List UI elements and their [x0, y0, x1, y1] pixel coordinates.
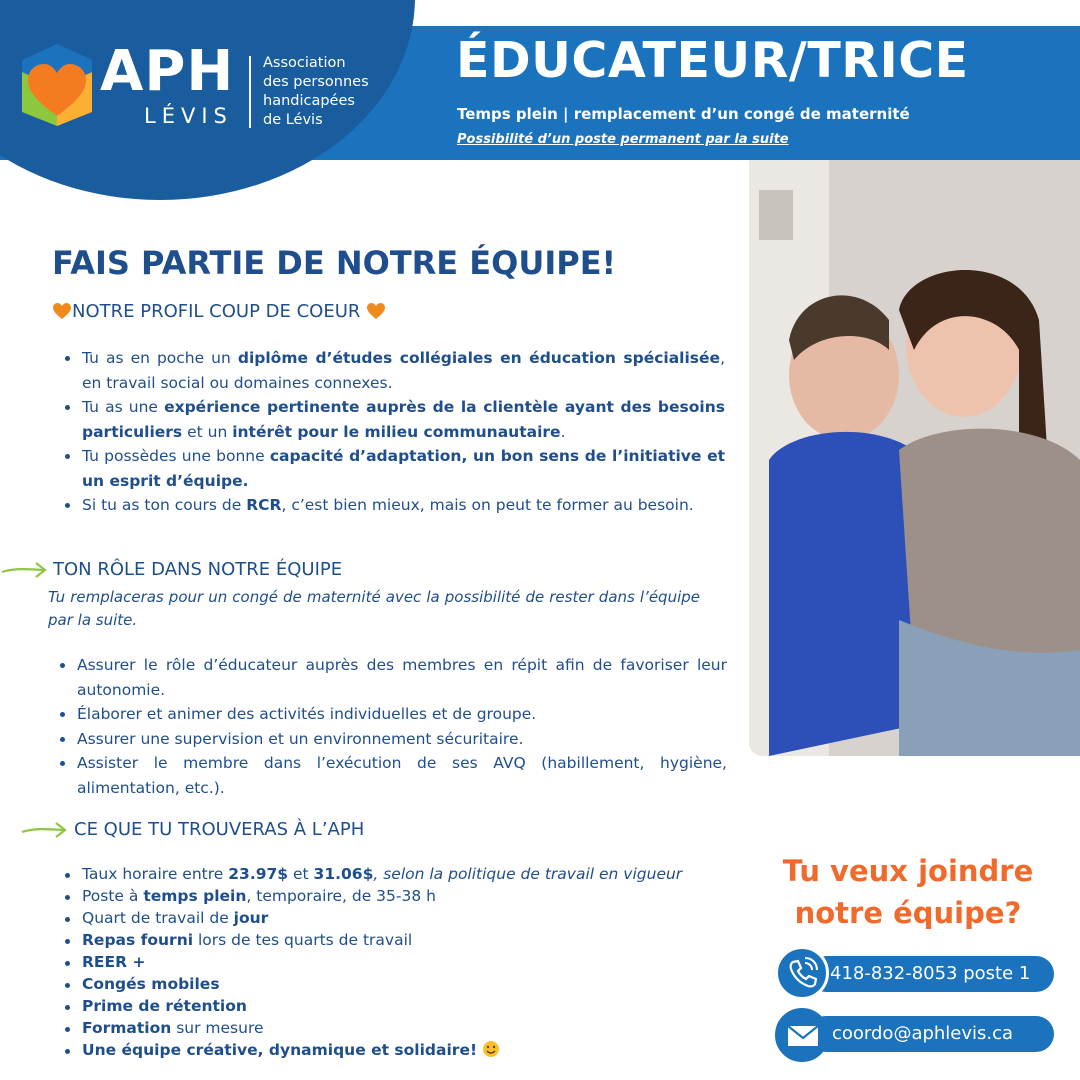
- cta-line: Tu veux joindre: [782, 854, 1034, 888]
- orange-heart-icon: [52, 302, 72, 320]
- list-item: [82, 973, 762, 995]
- item-text: .: [560, 422, 566, 441]
- list-item: [82, 995, 762, 1017]
- item-italic: , selon la politique de travail en vigueur: [373, 865, 683, 883]
- phone-link[interactable]: [808, 956, 1054, 992]
- item-bold: intérêt pour le milieu communautaire: [232, 422, 561, 441]
- item-bold: REER +: [82, 953, 146, 971]
- item-text: , c’est bien mieux, mais on peut te former au besoin.: [281, 496, 694, 514]
- profile-heading: [52, 302, 386, 321]
- list-item: [82, 1017, 762, 1039]
- profile-list: [54, 346, 725, 518]
- item-text: sur mesure: [171, 1019, 264, 1037]
- profile-heading-text: NOTRE PROFIL COUP DE COEUR: [72, 301, 361, 322]
- team-photo: [749, 160, 1080, 756]
- item-bold: Formation: [82, 1019, 172, 1037]
- logo-assoc-line: des personnes: [263, 74, 369, 90]
- logo-city: LÉVIS: [144, 104, 233, 128]
- item-text: lors de tes quarts de travail: [193, 931, 413, 949]
- role-intro: Tu remplaceras pour un congé de maternité avec la possibilité de rester dans l’équipe par la suite.: [48, 588, 700, 629]
- phone-icon-graphic: [778, 949, 826, 997]
- envelope-icon-graphic: [778, 1011, 826, 1059]
- offer-heading: CE QUE TU TROUVERAS À L’APH: [74, 819, 365, 840]
- rate-min: 23.97$: [228, 865, 289, 883]
- list-item: [82, 929, 762, 951]
- phone-number: 418-832-8053 poste 1: [830, 963, 1031, 984]
- item-bold: diplôme d’études collégiales en éducation spécialisée: [237, 349, 721, 367]
- item-bold: Prime de rétention: [82, 997, 247, 1015]
- item-text: et un: [182, 422, 233, 441]
- list-item: Assurer une supervision et un environnement sécuritaire.: [77, 727, 727, 752]
- list-item: [82, 493, 725, 518]
- item-text: et: [288, 865, 314, 883]
- email-link[interactable]: [808, 1016, 1054, 1052]
- item-text: Poste à: [82, 887, 144, 905]
- list-item: [82, 907, 762, 929]
- role-heading: TON RÔLE DANS NOTRE ÉQUIPE: [53, 559, 343, 580]
- item-text: Si tu as ton cours de: [82, 496, 247, 514]
- logo-assoc-line: Association: [263, 55, 346, 71]
- item-bold: Congés mobiles: [82, 975, 220, 993]
- list-item: [82, 395, 725, 444]
- arrow-right-icon: [20, 820, 68, 840]
- item-text: Quart de travail de: [82, 909, 234, 927]
- cta-heading: [780, 850, 1036, 934]
- logo-name: APH: [100, 39, 235, 104]
- rate-max: 31.06$: [313, 865, 374, 883]
- job-subtitle-permanent: Possibilité d’un poste permanent par la suite: [457, 132, 789, 147]
- list-item: [82, 863, 762, 885]
- main-title: FAIS PARTIE DE NOTRE ÉQUIPE!: [52, 244, 617, 282]
- cta-line: notre équipe?: [794, 896, 1022, 930]
- offer-list: [54, 863, 762, 1061]
- list-item: [82, 1039, 762, 1061]
- item-text: Tu as une: [82, 398, 165, 416]
- item-bold: Repas fourni: [82, 931, 194, 949]
- item-bold: jour: [233, 909, 269, 927]
- email-address: coordo@aphlevis.ca: [832, 1023, 1014, 1044]
- phone-icon[interactable]: [775, 946, 829, 1000]
- list-item: [82, 885, 762, 907]
- item-bold: Une équipe créative, dynamique et solidaire!: [82, 1041, 478, 1059]
- list-item: Élaborer et animer des activités individuelles et de groupe.: [77, 702, 727, 727]
- list-item: [82, 346, 725, 395]
- item-text: Taux horaire entre: [82, 865, 229, 883]
- job-subtitle: Temps plein | remplacement d’un congé de maternité: [457, 105, 910, 123]
- item-text: , en travail social ou domaines connexes.: [82, 349, 725, 392]
- logo-assoc-line: de Lévis: [263, 112, 323, 128]
- job-title: ÉDUCATEUR/TRICE: [456, 32, 969, 89]
- photo-illustration: [749, 160, 1080, 756]
- item-bold: capacité d’adaptation, un bon sens de l’initiative et un esprit d’équipe.: [82, 447, 725, 490]
- list-item: [82, 951, 762, 973]
- list-item: [82, 444, 725, 493]
- item-text: Tu as en poche un: [82, 349, 238, 367]
- orange-heart-icon: [366, 302, 386, 320]
- role-list: [49, 653, 727, 800]
- arrow-right-icon: [0, 560, 48, 580]
- item-text: Tu possèdes une bonne: [82, 447, 270, 465]
- item-bold: RCR: [246, 496, 282, 514]
- aph-logo-icon: [18, 40, 96, 130]
- logo-assoc-line: handicapées: [263, 93, 355, 109]
- envelope-icon[interactable]: [775, 1008, 829, 1062]
- logo-separator: [249, 56, 251, 128]
- item-bold: temps plein: [143, 887, 247, 905]
- item-bold: expérience pertinente auprès de la clientèle ayant des besoins particuliers: [82, 398, 725, 441]
- logo-association-text: [263, 54, 403, 130]
- item-text: , temporaire, de 35-38 h: [246, 887, 436, 905]
- smiling-face-icon: [482, 1040, 500, 1058]
- list-item: Assister le membre dans l’exécution de ses AVQ (habillement, hygiène, alimentation, etc.).: [77, 751, 727, 800]
- list-item: Assurer le rôle d’éducateur auprès des membres en répit afin de favoriser leur autonomie.: [77, 653, 727, 702]
